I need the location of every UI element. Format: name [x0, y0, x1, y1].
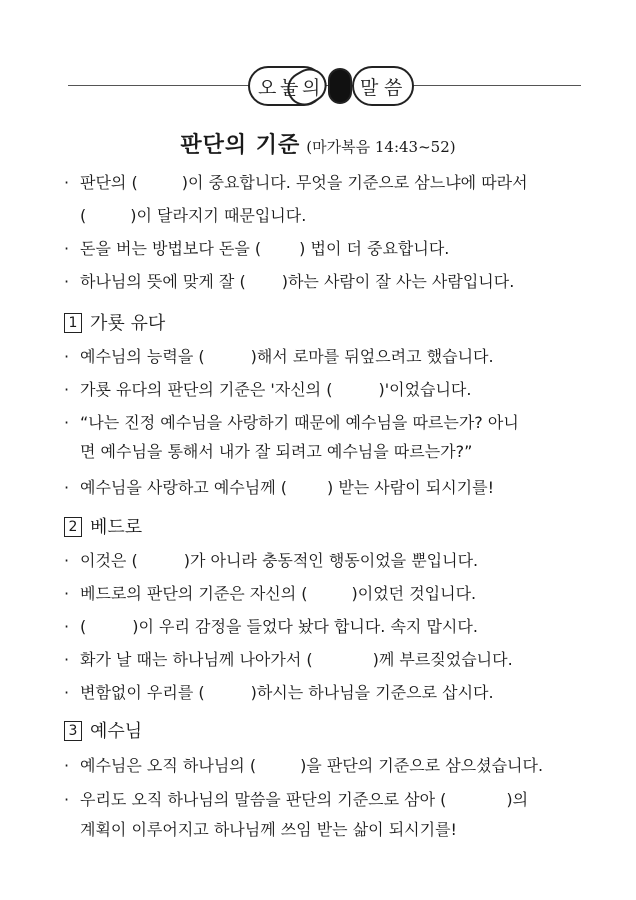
header-char-2: 늘: [280, 77, 300, 99]
header-char-3: 의: [302, 77, 322, 99]
section-1-line-3: · “나는 진정 예수님을 사랑하기 때문에 예수님을 따르는가? 아니: [64, 413, 519, 432]
bullet-dot: ·: [64, 413, 70, 432]
bullet-dot: ·: [64, 584, 70, 603]
bullet-dot: ·: [64, 272, 70, 291]
bullet-dot: ·: [64, 347, 70, 366]
section-1-line-4: · 예수님을 사랑하고 예수님께 ( ) 받는 사람이 되시기를!: [64, 478, 495, 497]
header-pill-dark: [328, 68, 352, 104]
bullet-dot: ·: [64, 551, 70, 570]
bullet-dot: ·: [64, 239, 70, 258]
section-1-line-1: · 예수님의 능력을 ( )해서 로마를 뒤엎으려고 했습니다.: [64, 347, 494, 366]
bullet-dot: ·: [64, 173, 70, 192]
section-2-line-4: · 화가 날 때는 하나님께 나아가서 ( )께 부르짖었습니다.: [64, 650, 513, 669]
section-title: 예수님: [90, 721, 143, 742]
section-2-line-1: · 이것은 ( )가 아니라 충동적인 행동이었을 뿐입니다.: [64, 551, 479, 570]
bullet-dot: ·: [64, 756, 70, 775]
section-2-line-2: · 베드로의 판단의 기준은 자신의 ( )이었던 것입니다.: [64, 584, 477, 603]
section-title: 베드로: [90, 517, 143, 538]
section-3-line-1: · 예수님은 오직 하나님의 ( )을 판단의 기준으로 삼으셨습니다.: [64, 756, 544, 775]
sermon-title: [0, 128, 636, 159]
title-scripture-ref: (마가복음 14:43~52): [306, 138, 456, 156]
intro-line-2: · 돈을 버는 방법보다 돈을 ( ) 법이 더 중요합니다.: [64, 239, 450, 258]
section-1-line-2: · 가룟 유다의 판단의 기준은 '자신의 ( )'이었습니다.: [64, 380, 472, 399]
header-banner: [0, 58, 636, 114]
intro-line-1-cont: ( )이 달라지기 때문입니다.: [80, 206, 307, 225]
header-char-5: 씀: [384, 77, 404, 99]
section-2-line-5: · 변함없이 우리를 ( )하시는 하나님을 기준으로 삽시다.: [64, 683, 494, 702]
section-1-line-3-cont: 면 예수님을 통해서 내가 잘 되려고 예수님을 따르는가?”: [80, 442, 473, 461]
header-char-1: 오: [258, 77, 278, 99]
intro-line-3: · 하나님의 뜻에 맞게 잘 ( )하는 사람이 잘 사는 사람입니다.: [64, 272, 515, 291]
bullet-dot: ·: [64, 790, 70, 809]
bullet-dot: ·: [64, 478, 70, 497]
intro-line-1: · 판단의 ( )이 중요합니다. 무엇을 기준으로 삼느냐에 따라서: [64, 173, 528, 192]
section-3-line-2: · 우리도 오직 하나님의 말씀을 판단의 기준으로 삼아 ( )의: [64, 790, 529, 809]
bullet-dot: ·: [64, 617, 70, 636]
section-number-box: 2: [64, 517, 82, 537]
section-heading-2: [64, 516, 142, 540]
section-heading-1: [64, 312, 165, 336]
section-2-line-3: · ( )이 우리 감정을 들었다 놨다 합니다. 속지 맙시다.: [64, 617, 478, 636]
section-title: 가룟 유다: [90, 313, 166, 334]
bullet-dot: ·: [64, 380, 70, 399]
section-number-box: 1: [64, 313, 82, 333]
header-char-4: 말: [360, 77, 380, 99]
section-number-box: 3: [64, 721, 82, 741]
section-3-line-2-cont: 계획이 이루어지고 하나님께 쓰임 받는 삶이 되시기를!: [80, 820, 457, 839]
section-heading-3: [64, 720, 142, 744]
title-main: 판단의 기준: [180, 133, 301, 158]
bullet-dot: ·: [64, 650, 70, 669]
bullet-dot: ·: [64, 683, 70, 702]
